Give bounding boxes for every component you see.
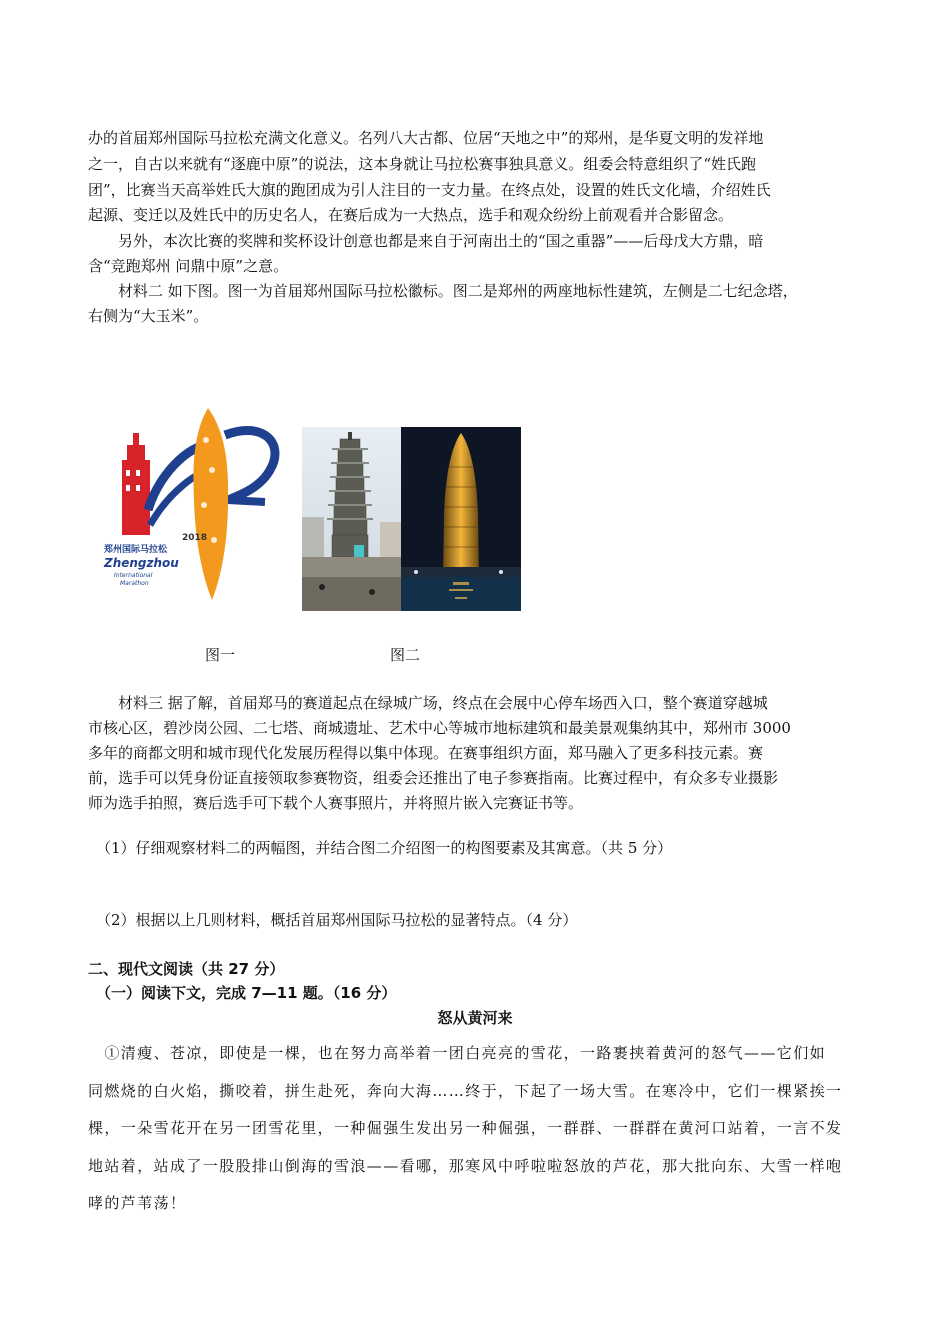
essay-line: 棵，一朵雪花开在另一团雪花里，一种倔强生发出另一种倔强，一群群、一群群在黄河口站着，一言不发 (88, 1119, 843, 1137)
paragraph-line: 多年的商都文明和城市现代化发展历程得以集中体现。在赛事组织方面，郑马融入了更多科技元素。赛 (88, 744, 764, 762)
paragraph-line: 右侧为“大玉米”。 (88, 307, 209, 325)
section-heading: 二、现代文阅读（共 27 分） (88, 960, 285, 978)
paragraph-line: 市核心区，碧沙岗公园、二七塔、商城遗址、艺术中心等城市地标建筑和最美景观集纳其中，郑州市 3000 (88, 719, 791, 737)
paragraph-line: 含“竞跑郑州 问鼎中原”之意。 (88, 257, 289, 275)
paragraph-line: 另外，本次比赛的奖牌和奖杯设计创意也都是来自于河南出土的“国之重器”——后母戊大方鼎，暗 (88, 232, 764, 250)
figure-2-caption: 图二 (390, 646, 421, 664)
logo-sub-en1: International (114, 572, 153, 579)
logo-name-cn: 郑州国际马拉松 (104, 545, 168, 555)
logo-year: 2018 (182, 533, 208, 543)
figures (100, 400, 540, 615)
paragraph-line: 材料三 据了解，首届郑马的赛道起点在绿城广场，终点在会展中心停车场西入口，整个赛道穿越城 (88, 694, 768, 712)
logo-sub-en2: Marathon (120, 580, 149, 587)
essay-title: 怒从黄河来 (437, 1009, 513, 1027)
essay-line: 同燃烧的白火焰，撕咬着，拼生赴死，奔向大海……终于，下起了一场大雪。在寒冷中，它们一棵紧挨一 (88, 1082, 843, 1100)
big-corn-tower-photo (401, 427, 521, 611)
erqi-tower-photo (302, 427, 401, 611)
paragraph-line: 之一，自古以来就有“逐鹿中原”的说法，这本身就让马拉松赛事独具意义。组委会特意组织了“姓氏跑 (88, 155, 757, 173)
paragraph-line: 团”，比赛当天高举姓氏大旗的跑团成为引人注目的一支力量。在终点处，设置的姓氏文化墙，介绍姓氏 (88, 181, 771, 199)
marathon-logo (100, 400, 290, 612)
paragraph-line: 材料二 如下图。图一为首届郑州国际马拉松徽标。图二是郑州的两座地标性建筑，左侧是二七纪念塔， (88, 282, 798, 300)
logo-name-en: Zhengzhou (104, 556, 179, 570)
subsection-heading: （一）阅读下文，完成 7—11 题。（16 分） (96, 984, 397, 1002)
paragraph-line: 办的首届郑州国际马拉松充满文化意义。名列八大古都、位居“天地之中”的郑州，是华夏文明的发祥地 (88, 129, 764, 147)
essay-line: 地站着，站成了一股股排山倒海的雪浪——看哪，那寒风中呼啦啦怒放的芦花，那大批向东、大雪一样咆 (88, 1157, 843, 1175)
question-2: （2）根据以上几则材料，概括首届郑州国际马拉松的显著特点。（4 分） (96, 911, 578, 929)
essay-line: 哮的芦苇荡！ (88, 1194, 187, 1212)
paragraph-line: 前，选手可以凭身份证直接领取参赛物资，组委会还推出了电子参赛指南。比赛过程中，有众多专业摄影 (88, 769, 779, 787)
essay-line: ①清瘦、苍凉，即使是一棵，也在努力高举着一团白亮亮的雪花，一路裹挟着黄河的怒气——它们如 (88, 1044, 827, 1062)
paragraph-line: 师为选手拍照，赛后选手可下载个人赛事照片，并将照片嵌入完赛证书等。 (88, 794, 584, 812)
figure-1-caption: 图一 (205, 646, 236, 664)
paragraph-line: 起源、变迁以及姓氏中的历史名人，在赛后成为一大热点，选手和观众纷纷上前观看并合影留念。 (88, 206, 734, 224)
question-1: （1）仔细观察材料二的两幅图，并结合图二介绍图一的构图要素及其寓意。（共 5 分） (96, 839, 673, 857)
